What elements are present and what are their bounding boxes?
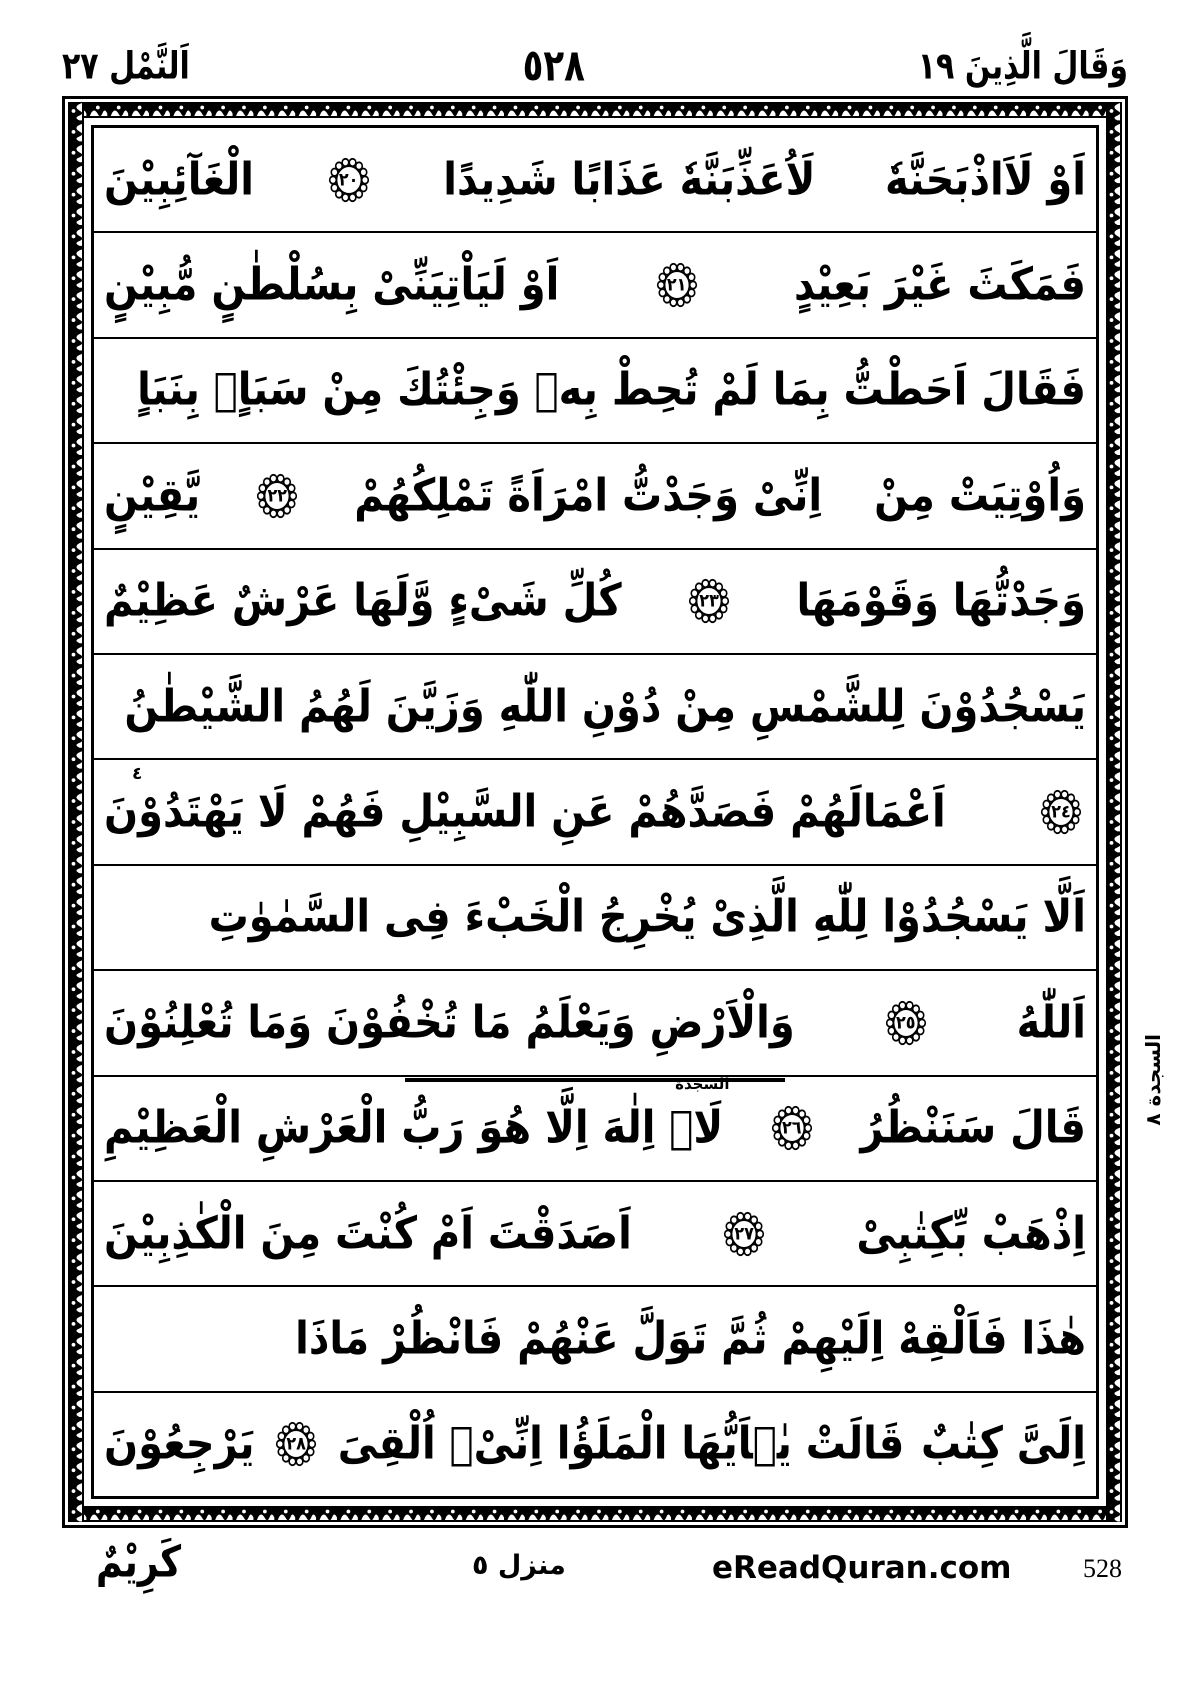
quran-line-text [104,575,1086,628]
ayah-number-marker [275,1421,317,1468]
quran-line [94,1393,1096,1496]
header-juz-name: وَقَالَ الَّذِينَ ١٩ [917,44,1128,88]
quran-line-list [94,128,1096,1496]
ayah-text-segment: قَالَ سَنَنْظُرُ [860,1102,1086,1154]
ayah-number-marker [1040,789,1082,836]
ayah-text-segment: اَوْ لَاَاذْبَحَنَّهٗ [885,153,1086,206]
quran-line [94,1182,1096,1287]
ayah-text-segment: يَّقِيْنٍ [104,470,201,522]
quran-line-text [104,680,1086,733]
ayah-number: ٢٤ [1051,800,1071,823]
quran-line-text [104,997,1086,1049]
quran-line [94,233,1096,338]
ayah-number-marker [885,999,927,1046]
quran-line-text [104,470,1086,522]
quran-text-area [91,125,1099,1499]
ayah-text-segment: فَمَكَثَ غَيْرَ بَعِيْدٍ [793,259,1086,311]
ayah-number: ٢٢ [267,484,287,506]
ayah-text-segment: اَعْمَالَهُمْ فَصَدَّهُمْ عَنِ السَّبِيْلِ فَهُمْ لَا يَهْتَدُوْنَ [104,786,946,838]
ayah-text-segment: فَقَالَ اَحَطْتُّ بِمَا لَمْ تُحِطْ بِهٖ وَجِئْتُكَ مِنْ سَبَاٍۭ بِنَبَاٍ [137,364,1086,417]
ayah-text-segment: يَسْجُدُوْنَ لِلشَّمْسِ مِنْ دُوْنِ اللّٰهِ وَزَيَّنَ لَهُمُ الشَّيْطٰنُ [124,680,1086,733]
ruku-mark: ٤ [132,764,143,785]
ayah-text-segment: وَالْاَرْضِ وَيَعْلَمُ مَا تُخْفُوْنَ وَمَا تُعْلِنُوْنَ [104,997,795,1049]
ayah-text-segment: يَرْجِعُوْنَ [104,1418,255,1471]
quran-line-text [104,1102,1086,1154]
ayah-text-segment: اَللّٰهُ [1016,997,1086,1049]
footer-page-number: 528 [1083,1554,1122,1583]
quran-line-text [104,1418,1086,1471]
ayah-number-marker [771,1105,813,1152]
ornament-border-right [1106,102,1122,1522]
quran-line-text [104,786,1086,838]
ayah-number: ٢٧ [734,1222,754,1244]
quran-line-text [104,1207,1086,1260]
quran-line [94,1077,1096,1182]
ayah-number-marker [688,578,730,625]
footer-manzil-label: منزل ٥ [472,1550,566,1581]
ayah-number-marker [723,1210,765,1257]
ayah-text-segment: اَلَّا يَسْجُدُوْا لِلّٰهِ الَّذِىْ يُخْرِجُ الْخَبْءَ فِى السَّمٰوٰتِ [208,891,1086,944]
page-footer [0,1537,1190,1620]
quran-line [94,1287,1096,1392]
ornament-border-top [68,102,1122,118]
ayah-text-segment: اَصَدَقْتَ اَمْ كُنْتَ مِنَ الْكٰذِبِيْنَ [104,1207,632,1260]
quran-line [94,760,1096,865]
ayah-number: ٢٨ [286,1433,306,1455]
ayah-number: ٢٥ [895,1011,916,1033]
margin-sajdah-note [1134,980,1172,1180]
quran-line [94,550,1096,655]
ayah-number: ٢١ [666,273,687,296]
footer-site-name[interactable]: eReadQuran.com [712,1550,1012,1586]
header-surah-name: اَلنَّمْل ٢٧ [62,44,190,88]
ayah-text-segment: اِلَىَّ كِتٰبٌ [920,1418,1086,1471]
ayah-number-marker [656,262,698,309]
ayah-text-segment: وَاُوْتِيَتْ مِنْ [874,470,1086,522]
quran-line [94,866,1096,971]
sajdah-label: السجدة [675,1076,730,1093]
ayah-text-segment: وَجَدْتُّهَا وَقَوْمَهَا [796,575,1086,628]
ornament-border-left [68,102,84,1522]
ayah-text-segment: هٰذَا فَاَلْقِهْ اِلَيْهِمْ ثُمَّ تَوَلَّ عَنْهُمْ فَانْظُرْ مَاذَا [295,1313,1086,1365]
ayah-text-segment: لَاُعَذِّبَنَّهٗ عَذَابًا شَدِيدًا [443,153,816,206]
quran-text-frame [62,96,1128,1528]
quran-line-text [104,891,1086,944]
ayah-text-segment: الْغَآئِبِيْنَ [104,153,255,206]
quran-line [94,444,1096,549]
ayah-number: ٢٠ [338,168,359,190]
quran-line-text [104,364,1086,417]
quran-line [94,128,1096,233]
quran-line [94,971,1096,1076]
ayah-text-segment: قَالَتْ يٰۤاَيُّهَا الْمَلَؤُا اِنِّىْۤ اُلْقِىَ [337,1418,905,1471]
ayah-text-segment: اِذْهَبْ بِّكِتٰبِىْ [856,1207,1086,1260]
ayah-text-segment: اَوْ لَيَاْتِيَنِّىْ بِسُلْطٰنٍ مُّبِيْنٍ [104,259,560,311]
ayah-number: ٢٦ [782,1117,802,1139]
page-header [0,38,1190,94]
quran-line-text [104,153,1086,206]
quran-line-text [104,1313,1086,1365]
header-page-number: ٥٢٨ [522,40,585,92]
ayah-text-segment: لَاۤ اِلٰهَ اِلَّا هُوَ رَبُّ الْعَرْشِ الْعَظِيْمِ [104,1102,724,1154]
ornament-border-bottom [68,1506,1122,1522]
quran-line-text [104,259,1086,311]
ayah-number: ٢٣ [699,590,719,612]
ayah-number-marker [256,472,298,519]
quran-line [94,339,1096,444]
ayah-text-segment: كُلِّ شَىْءٍ وَّلَهَا عَرْشٌ عَظِيْمٌ [104,575,622,628]
quran-line [94,655,1096,760]
ayah-number-marker [328,156,370,203]
ayah-text-segment: اِنِّىْ وَجَدْتُّ امْرَاَةً تَمْلِكُهُمْ [354,470,823,522]
footer-catchword: كَرِيْمٌ [96,1537,182,1588]
margin-sajdah-note-text: السجدة ٨ [1141,1034,1165,1126]
